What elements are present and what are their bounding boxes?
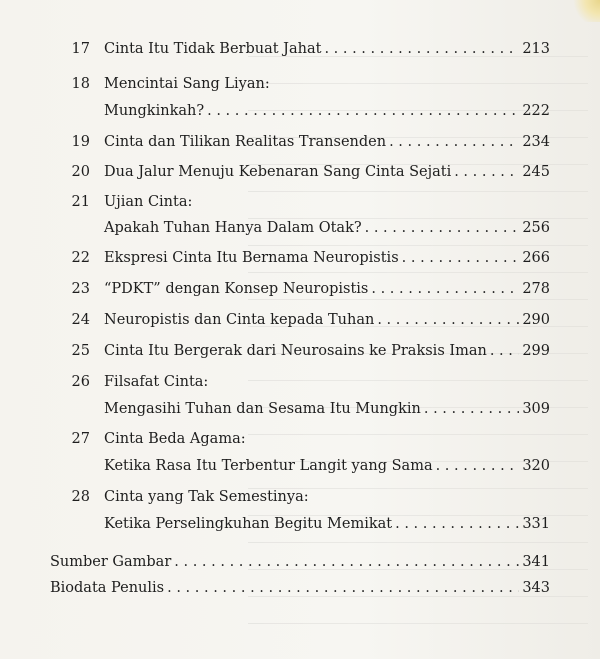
chapter-number: 27 <box>71 431 90 447</box>
page-number: 278 <box>522 281 550 297</box>
section-title: Biodata Penulis <box>50 580 165 596</box>
chapter-number: 19 <box>71 134 90 150</box>
chapter-number: 25 <box>71 343 90 359</box>
dot-leader <box>490 340 519 362</box>
page-number: 341 <box>522 554 550 570</box>
toc-line[interactable] <box>104 340 550 362</box>
dot-leader <box>371 278 519 300</box>
chapter-title: Ujian Cinta: <box>104 194 193 210</box>
chapter-title: “PDKT” dengan Konsep Neuropistis <box>104 281 369 297</box>
chapter-title-continued: Mengasihi Tuhan dan Sesama Itu Mungkin <box>104 401 421 417</box>
chapter-title: Ekspresi Cinta Itu Bernama Neuropistis <box>104 250 399 266</box>
chapter-number: 26 <box>71 374 90 390</box>
chapter-title: Cinta Itu Bergerak dari Neurosains ke Praksis Iman <box>104 343 487 359</box>
chapter-number: 28 <box>71 489 90 505</box>
chapter-title-continued: Mungkinkah? <box>104 103 205 119</box>
chapter-number: 23 <box>71 281 90 297</box>
chapter-number: 20 <box>71 164 90 180</box>
dot-leader <box>436 455 520 477</box>
chapter-title: Cinta Beda Agama: <box>104 431 246 447</box>
dot-leader <box>377 309 519 331</box>
toc-line[interactable] <box>104 398 550 420</box>
toc-line[interactable] <box>104 247 550 269</box>
page-number: 245 <box>522 164 550 180</box>
chapter-title-continued: Ketika Rasa Itu Terbentur Langit yang Sama <box>104 458 433 474</box>
page-number: 213 <box>522 41 550 57</box>
dot-leader <box>324 38 519 60</box>
dot-leader <box>174 551 519 573</box>
chapter-title: Filsafat Cinta: <box>104 374 209 390</box>
toc-line-sumber-gambar[interactable] <box>50 551 550 573</box>
chapter-title-continued: Apakah Tuhan Hanya Dalam Otak? <box>104 220 362 236</box>
dot-leader <box>207 100 519 122</box>
chapter-number: 21 <box>71 194 90 210</box>
page-number: 234 <box>522 134 550 150</box>
chapter-number: 24 <box>71 312 90 328</box>
dot-leader <box>167 577 519 599</box>
toc-line[interactable] <box>104 131 550 153</box>
dot-leader <box>424 398 519 420</box>
toc-line[interactable] <box>104 428 550 450</box>
chapter-title: Neuropistis dan Cinta kepada Tuhan <box>104 312 375 328</box>
section-title: Sumber Gambar <box>50 554 172 570</box>
toc-line-biodata-penulis[interactable] <box>50 577 550 599</box>
toc-line[interactable] <box>104 513 550 535</box>
toc-line[interactable] <box>104 309 550 331</box>
toc-line[interactable] <box>104 455 550 477</box>
dot-leader <box>395 513 519 535</box>
page-number: 331 <box>522 516 550 532</box>
chapter-number: 17 <box>71 41 90 57</box>
dot-leader <box>402 247 520 269</box>
chapter-title: Cinta dan Tilikan Realitas Transenden <box>104 134 387 150</box>
page-number: 256 <box>522 220 550 236</box>
dot-leader <box>365 217 520 239</box>
toc-line[interactable] <box>104 161 550 183</box>
toc-line[interactable] <box>104 217 550 239</box>
chapter-title: Cinta yang Tak Semestinya: <box>104 489 309 505</box>
toc-line[interactable] <box>104 38 550 60</box>
dot-leader <box>389 131 519 153</box>
toc-line[interactable] <box>104 371 550 393</box>
chapter-number: 22 <box>71 250 90 266</box>
page-number: 299 <box>522 343 550 359</box>
page-number: 222 <box>522 103 550 119</box>
chapter-number: 18 <box>71 76 90 92</box>
page-number: 309 <box>522 401 550 417</box>
toc-line[interactable] <box>104 100 550 122</box>
page-number: 266 <box>522 250 550 266</box>
page-number: 290 <box>522 312 550 328</box>
page-number: 343 <box>522 580 550 596</box>
page-number: 320 <box>522 458 550 474</box>
toc-line[interactable] <box>104 73 550 95</box>
chapter-title: Cinta Itu Tidak Berbuat Jahat <box>104 41 322 57</box>
chapter-title-continued: Ketika Perselingkuhan Begitu Memikat <box>104 516 393 532</box>
toc-line[interactable] <box>104 278 550 300</box>
chapter-title: Dua Jalur Menuju Kebenaran Sang Cinta Sejati <box>104 164 452 180</box>
dot-leader <box>454 161 519 183</box>
chapter-title: Mencintai Sang Liyan: <box>104 76 270 92</box>
toc-line[interactable] <box>104 486 550 508</box>
toc-line[interactable] <box>104 191 550 213</box>
